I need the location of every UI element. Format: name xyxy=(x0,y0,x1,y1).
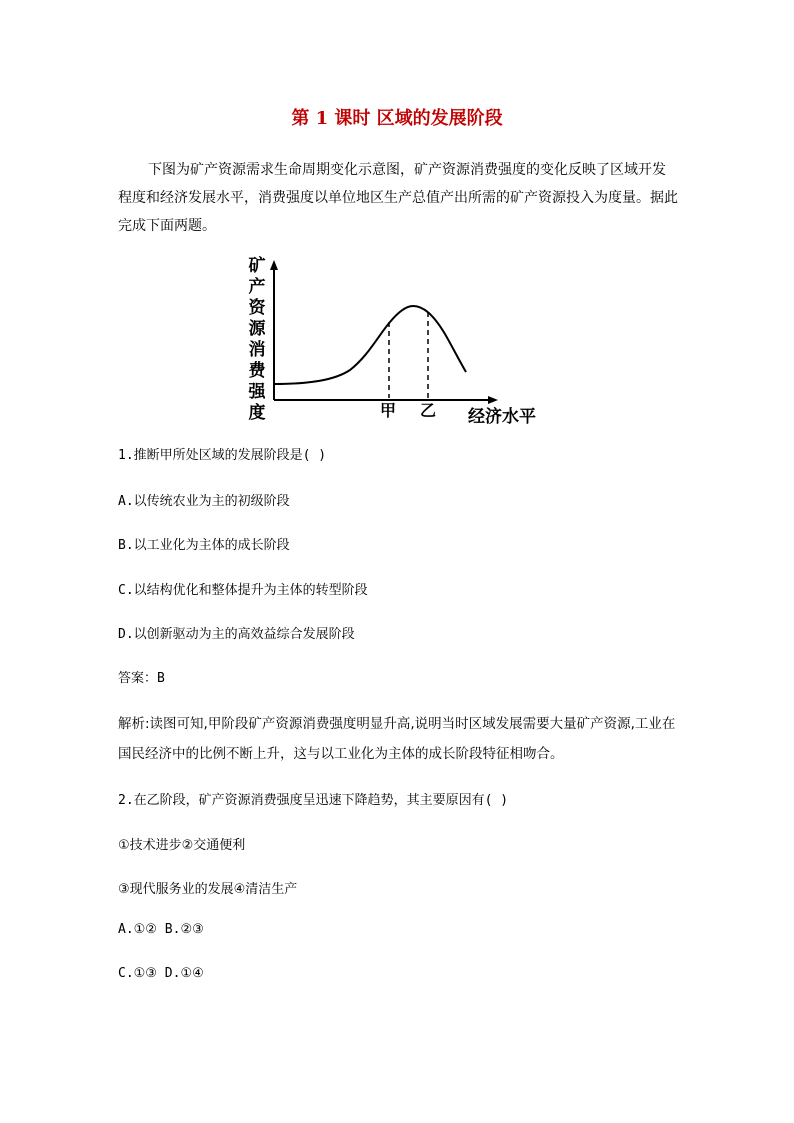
q1-answer: 答案：B xyxy=(118,671,165,686)
q2-items-1: ①技术进步②交通便利 xyxy=(118,838,246,853)
q1-option-d: D.以创新驱动为主的高效益综合发展阶段 xyxy=(118,627,355,642)
consumption-curve-figure xyxy=(240,252,560,432)
q1-analysis: 解析:读图可知,甲阶段矿产资源消费强度明显升高,说明当时区域发展需要大量矿产资源,工业在国民经济中的比例不断上升，这与以工业化为主体的成长阶段特征相吻合。 xyxy=(118,716,676,762)
mark-b-label: 乙 xyxy=(420,401,437,420)
q2-options-cd: C.①③ D.①④ xyxy=(118,966,204,981)
q2-options-ab: A.①② B.②③ xyxy=(118,922,204,937)
q1-option-c: C.以结构优化和整体提升为主体的转型阶段 xyxy=(118,583,368,598)
demand-curve xyxy=(274,306,466,384)
mark-a-label: 甲 xyxy=(380,401,397,420)
q2-items-2: ③现代服务业的发展④清洁生产 xyxy=(118,882,298,897)
intro-paragraph: 下图为矿产资源需求生命周期变化示意图，矿产资源消费强度的变化反映了区域开发程度和经济发展水平，消费强度以单位地区生产总值产出所需的矿产资源投入为度量。据此完成下面两题。 xyxy=(118,162,678,234)
q1-option-a: A.以传统农业为主的初级阶段 xyxy=(118,494,290,509)
q1-option-b: B.以工业化为主体的成长阶段 xyxy=(118,538,290,553)
page-title: 第 1 课时 区域的发展阶段 xyxy=(291,108,503,129)
y-axis-label: 矿产资源消费强度 xyxy=(248,256,266,423)
q2-stem: 2.在乙阶段，矿产资源消费强度呈迅速下降趋势，其主要原因有( ) xyxy=(118,793,509,808)
x-axis-label: 经济水平 xyxy=(468,407,536,427)
q1-stem: 1.推断甲所处区域的发展阶段是( ) xyxy=(118,448,327,463)
y-axis-arrow xyxy=(270,260,278,270)
